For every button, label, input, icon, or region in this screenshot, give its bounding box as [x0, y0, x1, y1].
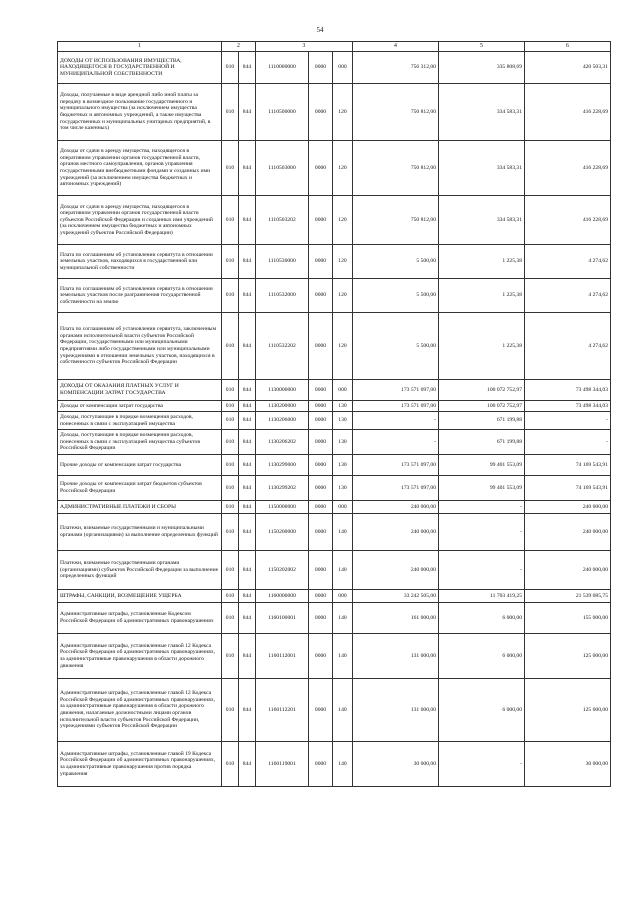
- amount-cell: 6 000,00: [439, 603, 525, 634]
- code-cell: 0000: [309, 52, 333, 84]
- amount-cell: 173 571 097,00: [353, 380, 439, 401]
- amount-cell: 671 199,88: [439, 412, 525, 430]
- table-row: [58, 603, 611, 634]
- amount-cell: 125 000,00: [525, 634, 611, 679]
- code-cell: 1110503202: [256, 196, 309, 245]
- code-cell: 844: [239, 742, 256, 787]
- code-cell: 1160100001: [256, 603, 309, 634]
- amount-cell: 1 225,38: [439, 245, 525, 279]
- code-cell: 000: [333, 52, 353, 84]
- code-cell: 1130299202: [256, 476, 309, 501]
- code-cell: 130: [333, 476, 353, 501]
- code-cell: 140: [333, 514, 353, 551]
- table-row: [58, 52, 611, 84]
- code-cell: 844: [239, 679, 256, 742]
- code-cell: 010: [222, 196, 239, 245]
- table-row: [58, 590, 611, 603]
- code-cell: 844: [239, 514, 256, 551]
- amount-cell: 99 401 553,09: [439, 476, 525, 501]
- code-cell: 0000: [309, 742, 333, 787]
- amount-cell: 6 000,00: [439, 634, 525, 679]
- code-cell: 010: [222, 313, 239, 380]
- amount-cell: 240 000,00: [525, 514, 611, 551]
- header-cell: 1: [58, 42, 222, 52]
- amount-cell: 750 812,00: [353, 141, 439, 196]
- amount-cell: 11 703 419,25: [439, 590, 525, 603]
- amount-cell: 240 000,00: [525, 501, 611, 514]
- amount-cell: 21 539 085,75: [525, 590, 611, 603]
- code-cell: 010: [222, 455, 239, 476]
- amount-cell: 161 000,00: [353, 603, 439, 634]
- code-cell: 010: [222, 634, 239, 679]
- amount-cell: 173 571 097,00: [353, 476, 439, 501]
- code-cell: 010: [222, 476, 239, 501]
- revenue-table: [57, 41, 611, 787]
- header-cell: 6: [525, 42, 611, 52]
- amount-cell: 1 225,38: [439, 279, 525, 313]
- code-cell: 0000: [309, 279, 333, 313]
- code-cell: 120: [333, 245, 353, 279]
- amount-cell: 416 228,69: [525, 84, 611, 141]
- row-name-cell: Платежи, взимаемые государственными и муниципальными органами (организациями) за выполнение определенных функций: [58, 514, 222, 551]
- code-cell: 140: [333, 742, 353, 787]
- amount-cell: 240 000,00: [353, 514, 439, 551]
- amount-cell: 173 571 097,00: [353, 401, 439, 412]
- amount-cell: 131 000,00: [353, 679, 439, 742]
- amount-cell: 240 000,00: [353, 551, 439, 590]
- code-cell: 844: [239, 603, 256, 634]
- code-cell: 1110530000: [256, 245, 309, 279]
- amount-cell: 6 000,00: [439, 679, 525, 742]
- code-cell: 844: [239, 412, 256, 430]
- row-name-cell: Прочие доходы от компенсации затрат государства: [58, 455, 222, 476]
- amount-cell: 99 401 553,09: [439, 455, 525, 476]
- code-cell: 1160000000: [256, 590, 309, 603]
- table-row: [58, 634, 611, 679]
- table-row: [58, 245, 611, 279]
- header-cell: 5: [439, 42, 525, 52]
- code-cell: 0000: [309, 590, 333, 603]
- code-cell: 1150200000: [256, 514, 309, 551]
- row-name-cell: ДОХОДЫ ОТ ИСПОЛЬЗОВАНИЯ ИМУЩЕСТВА, НАХОДЯЩЕГОСЯ В ГОСУДАРСТВЕННОЙ И МУНИЦИПАЛЬНОЙ СОБСТВЕННОСТИ: [58, 52, 222, 84]
- amount-cell: 73 498 344,03: [525, 401, 611, 412]
- amount-cell: -: [439, 551, 525, 590]
- code-cell: 130: [333, 401, 353, 412]
- code-cell: 844: [239, 551, 256, 590]
- amount-cell: 33 242 505,00: [353, 590, 439, 603]
- code-cell: 1130299000: [256, 455, 309, 476]
- amount-cell: 173 571 097,00: [353, 455, 439, 476]
- code-cell: 0000: [309, 430, 333, 455]
- code-cell: 140: [333, 551, 353, 590]
- code-cell: 0000: [309, 196, 333, 245]
- code-cell: 0000: [309, 412, 333, 430]
- code-cell: 1110000000: [256, 52, 309, 84]
- code-cell: 1130206202: [256, 430, 309, 455]
- table-row: [58, 279, 611, 313]
- code-cell: 1110503000: [256, 141, 309, 196]
- code-cell: 844: [239, 590, 256, 603]
- code-cell: 010: [222, 590, 239, 603]
- code-cell: 1150202002: [256, 551, 309, 590]
- header-cell: 3: [256, 42, 353, 52]
- amount-cell: 334 583,31: [439, 196, 525, 245]
- code-cell: 010: [222, 742, 239, 787]
- amount-cell: 750 812,00: [353, 196, 439, 245]
- header-cell: 2: [222, 42, 256, 52]
- row-name-cell: Доходы, получаемые в виде арендной либо иной платы за передачу в возмездное пользование государственного и муниципального имущества (за исключением имущества бюджетных и автономных учреждений, а также имущества государственных и муниципальных унитарных предприятий, в том числе казенных): [58, 84, 222, 141]
- table-row: [58, 141, 611, 196]
- code-cell: 010: [222, 245, 239, 279]
- page-number: 54: [316, 26, 324, 34]
- code-cell: 0000: [309, 603, 333, 634]
- table-row: [58, 412, 611, 430]
- amount-cell: 5 500,00: [353, 313, 439, 380]
- code-cell: 010: [222, 603, 239, 634]
- code-cell: 1110500000: [256, 84, 309, 141]
- code-cell: 0000: [309, 380, 333, 401]
- amount-cell: 416 228,69: [525, 196, 611, 245]
- code-cell: 0000: [309, 501, 333, 514]
- amount-cell: -: [439, 514, 525, 551]
- code-cell: 844: [239, 430, 256, 455]
- code-cell: 844: [239, 52, 256, 84]
- code-cell: 844: [239, 196, 256, 245]
- amount-cell: 756 312,00: [353, 52, 439, 84]
- code-cell: 844: [239, 455, 256, 476]
- amount-cell: 5 500,00: [353, 245, 439, 279]
- code-cell: 130: [333, 412, 353, 430]
- code-cell: 010: [222, 141, 239, 196]
- code-cell: 010: [222, 84, 239, 141]
- table-row: [58, 455, 611, 476]
- code-cell: 130: [333, 430, 353, 455]
- code-cell: 010: [222, 551, 239, 590]
- code-cell: 010: [222, 279, 239, 313]
- row-name-cell: Плата по соглашениям об установлении сервитута, заключенным органами исполнительной власти субъектов Российской Федерации, государственными или муниципальными предприятиями либо государственными или муниципальными учреждениями в отношении земельных участков, находящихся в собственности субъектов Российской Федерации: [58, 313, 222, 380]
- code-cell: 0000: [309, 401, 333, 412]
- amount-cell: 750 812,00: [353, 84, 439, 141]
- row-name-cell: ШТРАФЫ, САНКЦИИ, ВОЗМЕЩЕНИЕ УЩЕРБА: [58, 590, 222, 603]
- amount-cell: -: [439, 501, 525, 514]
- row-name-cell: Административные штрафы, установленные главой 12 Кодекса Российской Федерации об административных правонарушениях, за административные правонарушения в области дорожного движения, налагаемые должностными лицами органов исполнительной власти субъектов Российской Федерации, учреждениями субъектов Российской Федерации: [58, 679, 222, 742]
- row-name-cell: Платежи, взимаемые государственными органами (организациями) субъектов Российской Федерации за выполнение определенных функций: [58, 551, 222, 590]
- amount-cell: 30 000,00: [525, 742, 611, 787]
- code-cell: 010: [222, 430, 239, 455]
- code-cell: 120: [333, 196, 353, 245]
- code-cell: 000: [333, 380, 353, 401]
- amount-cell: 4 274,62: [525, 245, 611, 279]
- table-header-row: [58, 42, 611, 52]
- code-cell: 844: [239, 476, 256, 501]
- table-row: [58, 476, 611, 501]
- amount-cell: 100 072 752,97: [439, 380, 525, 401]
- table-row: [58, 679, 611, 742]
- row-name-cell: Административные штрафы, установленные Кодексом Российской Федерации об административных правонарушениях: [58, 603, 222, 634]
- code-cell: 0000: [309, 313, 333, 380]
- code-cell: 120: [333, 84, 353, 141]
- amount-cell: 155 000,00: [525, 603, 611, 634]
- table-row: [58, 401, 611, 412]
- code-cell: 0000: [309, 634, 333, 679]
- table-row: [58, 501, 611, 514]
- row-name-cell: Доходы от сдачи в аренду имущества, находящегося в оперативном управлении органов государственной власти, органов местного самоуправления, органов управления государственными внебюджетными фондами и созданных ими учреждений (за исключением имущества бюджетных и автономных учреждений): [58, 141, 222, 196]
- code-cell: 844: [239, 501, 256, 514]
- row-name-cell: Доходы, поступающие в порядке возмещения расходов, понесенных в связи с эксплуатацией имущества: [58, 412, 222, 430]
- amount-cell: 240 000,00: [353, 501, 439, 514]
- row-name-cell: Доходы от компенсации затрат государства: [58, 401, 222, 412]
- code-cell: 0000: [309, 679, 333, 742]
- code-cell: 844: [239, 245, 256, 279]
- row-name-cell: Доходы от сдачи в аренду имущества, находящегося в оперативном управлении органов государственной власти субъектов Российской Федерации и созданных ими учреждений (за исключением имущества бюджетных и автономных учреждений субъектов Российской Федерации): [58, 196, 222, 245]
- table-row: [58, 196, 611, 245]
- amount-cell: 416 228,69: [525, 141, 611, 196]
- amount-cell: 671 199,88: [439, 430, 525, 455]
- code-cell: 0000: [309, 141, 333, 196]
- code-cell: 1130200000: [256, 401, 309, 412]
- amount-cell: 5 500,00: [353, 279, 439, 313]
- code-cell: 1110532000: [256, 279, 309, 313]
- header-cell: 4: [353, 42, 439, 52]
- code-cell: 1160119001: [256, 742, 309, 787]
- amount-cell: 74 169 543,91: [525, 476, 611, 501]
- code-cell: 010: [222, 514, 239, 551]
- amount-cell: 420 503,31: [525, 52, 611, 84]
- code-cell: 140: [333, 679, 353, 742]
- amount-cell: 4 274,62: [525, 279, 611, 313]
- code-cell: 010: [222, 380, 239, 401]
- amount-cell: 335 808,69: [439, 52, 525, 84]
- code-cell: 130: [333, 455, 353, 476]
- code-cell: 140: [333, 634, 353, 679]
- code-cell: 0000: [309, 84, 333, 141]
- code-cell: 010: [222, 679, 239, 742]
- table-row: [58, 551, 611, 590]
- code-cell: 120: [333, 279, 353, 313]
- row-name-cell: Административные штрафы, установленные главой 19 Кодекса Российской Федерации об административных правонарушениях, за административные правонарушения против порядка управления: [58, 742, 222, 787]
- code-cell: 000: [333, 501, 353, 514]
- amount-cell: 1 225,38: [439, 313, 525, 380]
- code-cell: 1150000000: [256, 501, 309, 514]
- code-cell: 120: [333, 141, 353, 196]
- amount-cell: 74 169 543,91: [525, 455, 611, 476]
- code-cell: 0000: [309, 551, 333, 590]
- code-cell: 0000: [309, 514, 333, 551]
- code-cell: 1130000000: [256, 380, 309, 401]
- code-cell: 010: [222, 52, 239, 84]
- amount-cell: 100 072 752,97: [439, 401, 525, 412]
- amount-cell: -: [353, 430, 439, 455]
- amount-cell: 125 000,00: [525, 679, 611, 742]
- code-cell: 010: [222, 412, 239, 430]
- code-cell: 010: [222, 501, 239, 514]
- amount-cell: 30 000,00: [353, 742, 439, 787]
- code-cell: 0000: [309, 455, 333, 476]
- code-cell: 1160112201: [256, 679, 309, 742]
- code-cell: 844: [239, 84, 256, 141]
- code-cell: 140: [333, 603, 353, 634]
- amount-cell: 4 274,62: [525, 313, 611, 380]
- code-cell: 1160112001: [256, 634, 309, 679]
- row-name-cell: Административные штрафы, установленные главой 12 Кодекса Российской Федерации об административных правонарушениях, за административные правонарушения в области дорожного движения: [58, 634, 222, 679]
- table-row: [58, 84, 611, 141]
- row-name-cell: Плата по соглашениям об установлении сервитута в отношении земельных участков после разграничения государственной собственности на землю: [58, 279, 222, 313]
- code-cell: 0000: [309, 245, 333, 279]
- amount-cell: 334 583,31: [439, 84, 525, 141]
- code-cell: 0000: [309, 476, 333, 501]
- code-cell: 000: [333, 590, 353, 603]
- code-cell: 844: [239, 279, 256, 313]
- code-cell: 1110532202: [256, 313, 309, 380]
- code-cell: 844: [239, 141, 256, 196]
- table-row: [58, 380, 611, 401]
- code-cell: 844: [239, 313, 256, 380]
- code-cell: 844: [239, 401, 256, 412]
- row-name-cell: ДОХОДЫ ОТ ОКАЗАНИЯ ПЛАТНЫХ УСЛУГ И КОМПЕНСАЦИИ ЗАТРАТ ГОСУДАРСТВА: [58, 380, 222, 401]
- row-name-cell: Плата по соглашениям об установлении сервитута в отношении земельных участков, находящихся в государственной или муниципальной собственности: [58, 245, 222, 279]
- amount-cell: 73 498 344,03: [525, 380, 611, 401]
- row-name-cell: АДМИНИСТРАТИВНЫЕ ПЛАТЕЖИ И СБОРЫ: [58, 501, 222, 514]
- amount-cell: 334 583,31: [439, 141, 525, 196]
- row-name-cell: Доходы, поступающие в порядке возмещения расходов, понесенных в связи с эксплуатацией имущества субъектов Российской Федерации: [58, 430, 222, 455]
- code-cell: 010: [222, 401, 239, 412]
- code-cell: 844: [239, 380, 256, 401]
- amount-cell: -: [525, 412, 611, 430]
- table-row: [58, 514, 611, 551]
- amount-cell: 131 000,00: [353, 634, 439, 679]
- table-row: [58, 313, 611, 380]
- code-cell: 1130206000: [256, 412, 309, 430]
- code-cell: 120: [333, 313, 353, 380]
- row-name-cell: Прочие доходы от компенсации затрат бюджетов субъектов Российской Федерации: [58, 476, 222, 501]
- code-cell: 844: [239, 634, 256, 679]
- table-row: [58, 742, 611, 787]
- amount-cell: -: [353, 412, 439, 430]
- amount-cell: -: [525, 430, 611, 455]
- amount-cell: -: [439, 742, 525, 787]
- amount-cell: 240 000,00: [525, 551, 611, 590]
- table-row: [58, 430, 611, 455]
